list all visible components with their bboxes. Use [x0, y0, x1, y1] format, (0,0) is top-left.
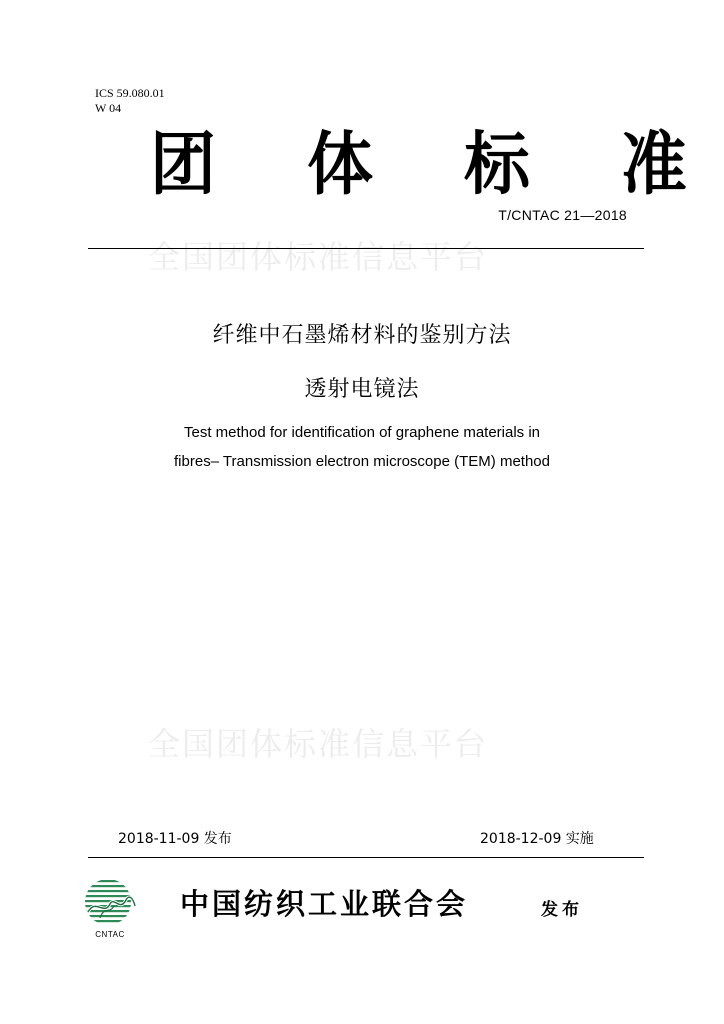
watermark-top: 全国团体标准信息平台	[148, 238, 489, 276]
ccs-code: W 04	[95, 101, 122, 115]
cntac-logo-icon	[80, 876, 140, 930]
ics-code: ICS 59.080.01	[95, 86, 165, 100]
logo-caption: CNTAC	[95, 930, 125, 939]
bottom-divider	[88, 857, 644, 858]
implementation-date: 2018-12-09 实施	[480, 831, 594, 847]
publisher-suffix: 发布	[541, 900, 583, 920]
watermark-bottom: 全国团体标准信息平台	[148, 725, 489, 763]
issue-date: 2018-11-09 发布	[118, 831, 232, 847]
top-divider	[88, 248, 644, 249]
standard-type-heading: 团 体 标 准	[150, 124, 721, 205]
cntac-logo	[80, 876, 140, 946]
title-chinese-main: 纤维中石墨烯材料的鉴别方法	[212, 323, 512, 348]
title-english-line1: Test method for identification of graphene materials in	[183, 424, 541, 441]
classification-codes	[95, 86, 165, 116]
title-chinese-sub: 透射电镜法	[304, 377, 420, 402]
title-english-line2: fibres– Transmission electron microscope (TEM) method	[174, 453, 550, 470]
publisher-name: 中国纺织工业联合会	[180, 887, 469, 921]
standard-number: T/CNTAC 21—2018	[498, 207, 627, 223]
